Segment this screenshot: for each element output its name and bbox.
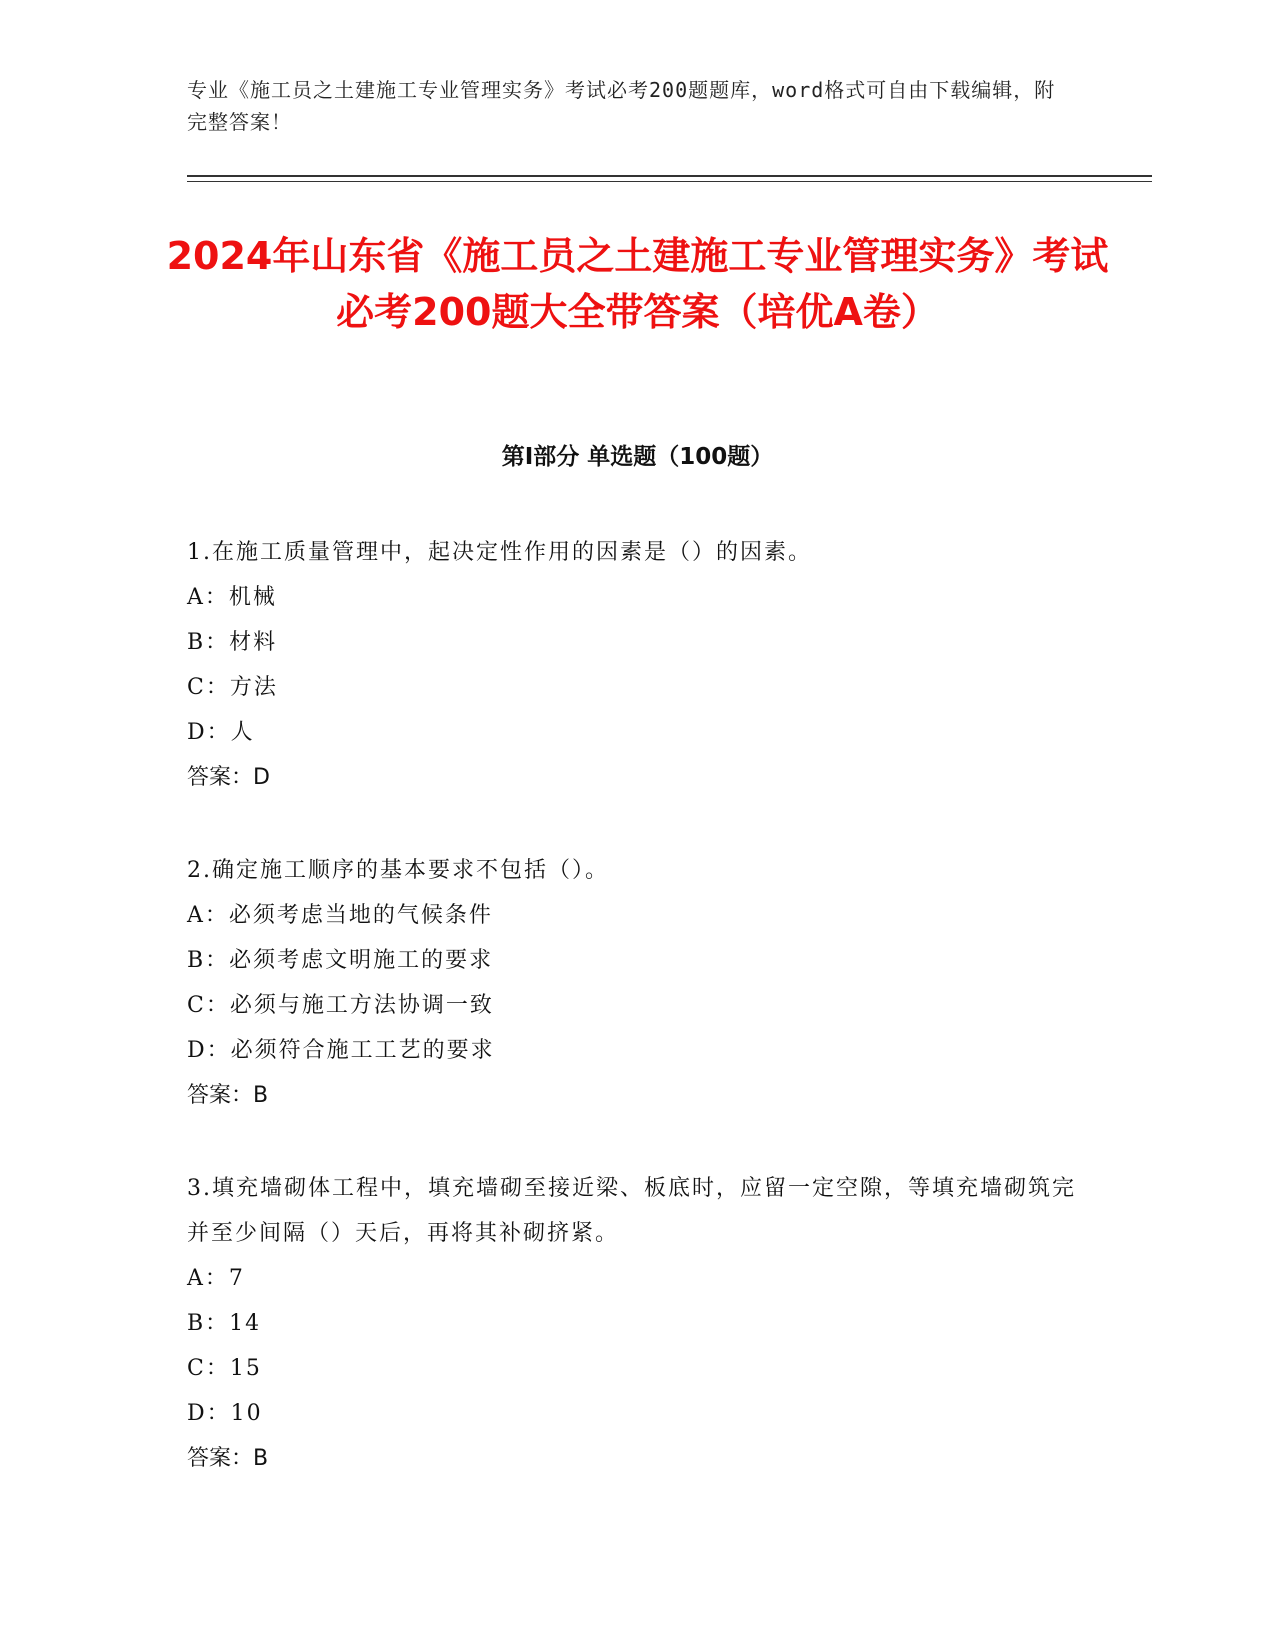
option-a: A：机械 <box>187 585 277 610</box>
header-divider-thick <box>187 175 1152 177</box>
header-note: 专业《施工员之土建施工专业管理实务》考试必考200题题库，word格式可自由下载编辑，附完整答案！ <box>187 78 1056 134</box>
question-3 <box>187 1166 1087 1481</box>
option-d: D：必须符合施工工艺的要求 <box>187 1038 495 1063</box>
option-a: A：7 <box>187 1266 245 1291</box>
section-heading: 第I部分 单选题（100题） <box>501 444 774 470</box>
option-c: C：方法 <box>187 675 278 700</box>
document-title: 2024年山东省《施工员之土建施工专业管理实务》考试必考200题大全带答案（培优A卷） <box>166 234 1109 334</box>
question-stem: 2.确定施工顺序的基本要求不包括（）。 <box>187 858 609 883</box>
question-stem: 1.在施工质量管理中，起决定性作用的因素是（）的因素。 <box>187 540 812 565</box>
answer: 答案：B <box>187 1083 269 1108</box>
option-c: C：15 <box>187 1356 262 1381</box>
option-a: A：必须考虑当地的气候条件 <box>187 903 493 928</box>
option-b: B：必须考虑文明施工的要求 <box>187 948 494 973</box>
option-d: D：10 <box>187 1401 263 1426</box>
question-1 <box>187 530 1087 800</box>
question-2 <box>187 848 1087 1118</box>
answer: 答案：B <box>187 1446 269 1471</box>
option-b: B：材料 <box>187 630 278 655</box>
question-stem: 3.填充墙砌体工程中，填充墙砌至接近梁、板底时，应留一定空隙，等填充墙砌筑完并至少间隔（）天后，再将其补砌挤紧。 <box>187 1176 1076 1246</box>
option-c: C：必须与施工方法协调一致 <box>187 993 494 1018</box>
option-d: D：人 <box>187 720 255 745</box>
question-list <box>187 530 1087 1529</box>
answer: 答案：D <box>187 765 270 790</box>
option-b: B：14 <box>187 1311 262 1336</box>
header-divider-thin <box>187 181 1152 182</box>
